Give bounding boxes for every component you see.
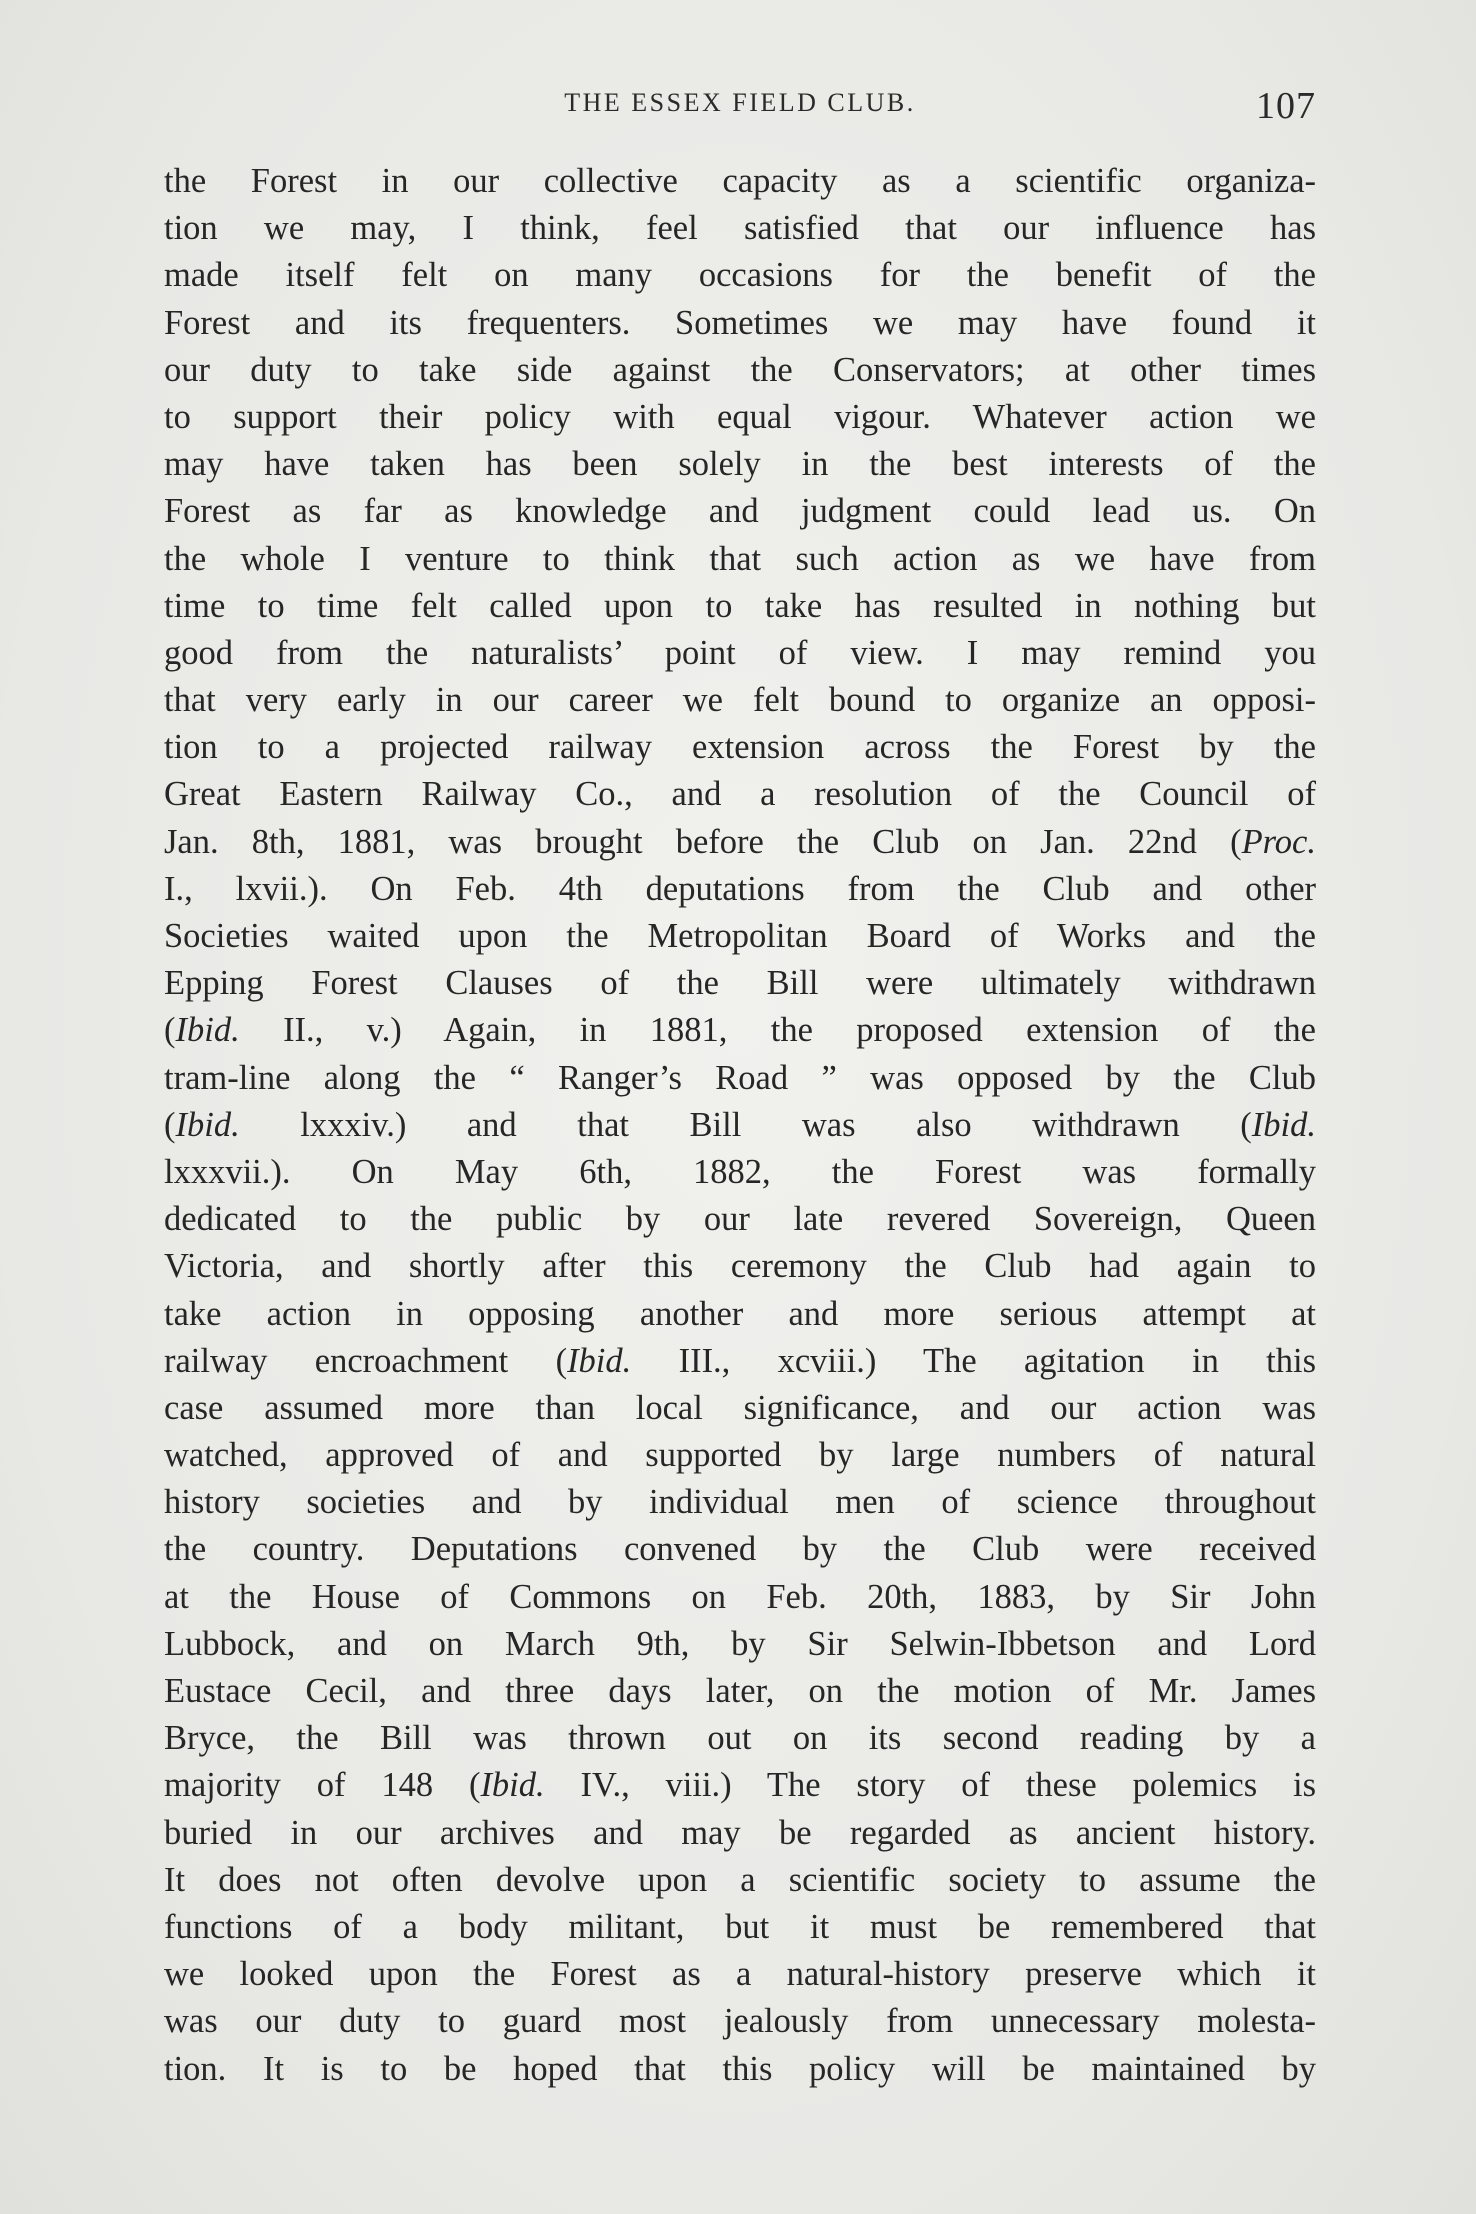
text-line (164, 1479, 1316, 1526)
text-line (164, 866, 1316, 913)
text-segment: tion. It is to be hoped that this policy will be maintained by (164, 2049, 1316, 2088)
italic-reference: Ibid. (175, 1105, 240, 1144)
text-line (164, 677, 1316, 724)
page-header (164, 84, 1316, 127)
text-segment: tion to a projected railway extension across the Forest by the (164, 728, 1316, 767)
text-segment: tram-line along the “ Ranger’s Road ” was opposed by the Club (164, 1058, 1316, 1097)
text-line (164, 1149, 1316, 1196)
text-segment: Lubbock, and on March 9th, by Sir Selwin-Ibbetson and Lord (164, 1624, 1316, 1663)
text-segment: good from the naturalists’ point of view. I may remind you (164, 633, 1316, 672)
text-segment: Forest and its frequenters. Sometimes we may have found it (164, 303, 1316, 342)
text-segment: majority of 148 ( (164, 1766, 481, 1805)
page-number: 107 (1256, 85, 1316, 127)
text-segment: to support their policy with equal vigour. Whatever action we (164, 397, 1316, 436)
text-segment: railway encroachment ( (164, 1341, 568, 1380)
italic-reference: Ibid. (1251, 1105, 1316, 1144)
running-head: THE ESSEX FIELD CLUB. (564, 88, 916, 117)
text-segment: the country. Deputations convened by the Club were received (164, 1530, 1316, 1569)
text-segment: lxxxiv.) and that Bill was also withdrawn ( (239, 1105, 1252, 1144)
text-line (164, 819, 1316, 866)
text-line (164, 1621, 1316, 1668)
text-line (164, 1291, 1316, 1338)
italic-reference: Ibid. (480, 1766, 545, 1805)
body-paragraph (164, 158, 1316, 2093)
text-segment: that very early in our career we felt bound to organize an opposi- (164, 681, 1316, 720)
text-line (164, 441, 1316, 488)
text-line (164, 1055, 1316, 1102)
text-line (164, 1715, 1316, 1762)
text-segment: Epping Forest Clauses of the Bill were ultimately withdrawn (164, 964, 1316, 1003)
text-line (164, 1951, 1316, 1998)
text-line (164, 583, 1316, 630)
text-segment: tion we may, I think, feel satisfied that our influence has (164, 209, 1316, 248)
text-line (164, 488, 1316, 535)
text-line (164, 158, 1316, 205)
text-segment: Societies waited upon the Metropolitan Board of Works and the (164, 917, 1316, 955)
text-line (164, 960, 1316, 1007)
text-line (164, 1857, 1316, 1904)
text-line (164, 1385, 1316, 1432)
text-line (164, 1432, 1316, 1479)
italic-reference: Proc. (1241, 822, 1316, 861)
text-segment: IV., viii.) The story of these polemics is (544, 1766, 1316, 1805)
text-line (164, 205, 1316, 252)
text-segment: at the House of Commons on Feb. 20th, 1883, by Sir John (164, 1577, 1316, 1616)
text-line (164, 1998, 1316, 2045)
text-segment: Great Eastern Railway Co., and a resolution of the Council of (164, 775, 1316, 814)
text-line (164, 1574, 1316, 1621)
text-segment: It does not often devolve upon a scientific society to assume the (164, 1860, 1316, 1899)
text-segment: was our duty to guard most jealously from unnecessary molesta- (164, 2002, 1316, 2041)
text-segment: Jan. 8th, 1881, was brought before the Club on Jan. 22nd ( (164, 822, 1242, 861)
text-segment: Victoria, and shortly after this ceremony the Club had again to (164, 1247, 1316, 1286)
text-segment: Eustace Cecil, and three days later, on the motion of Mr. James (164, 1672, 1316, 1710)
text-segment: made itself felt on many occasions for the benefit of the (164, 256, 1316, 295)
text-segment: watched, approved of and supported by large numbers of natural (164, 1436, 1316, 1475)
text-segment: ( (164, 1011, 176, 1050)
text-segment: may have taken has been solely in the best interests of the (164, 445, 1316, 484)
text-line (164, 1338, 1316, 1385)
text-segment: ( (164, 1105, 176, 1144)
text-segment: history societies and by individual men of science throughout (164, 1483, 1316, 1522)
text-line (164, 347, 1316, 394)
text-segment: II., v.) Again, in 1881, the proposed extension of the (239, 1011, 1316, 1050)
text-line (164, 536, 1316, 583)
text-line (164, 1762, 1316, 1809)
text-line (164, 1904, 1316, 1951)
text-segment: Forest as far as knowledge and judgment could lead us. On (164, 492, 1316, 531)
text-line (164, 1526, 1316, 1573)
text-segment: our duty to take side against the Conservators; at other times (164, 350, 1316, 389)
text-segment: lxxxvii.). On May 6th, 1882, the Forest was formally (164, 1152, 1316, 1191)
text-line (164, 2046, 1316, 2093)
text-line (164, 630, 1316, 677)
text-segment: functions of a body militant, but it must be remembered that (164, 1907, 1316, 1946)
text-line (164, 1668, 1316, 1715)
text-line (164, 394, 1316, 441)
text-line (164, 1243, 1316, 1290)
text-segment: we looked upon the Forest as a natural-history preserve which it (164, 1955, 1316, 1994)
text-line (164, 913, 1316, 960)
text-line (164, 1102, 1316, 1149)
text-segment: time to time felt called upon to take has resulted in nothing but (164, 586, 1316, 625)
text-segment: the whole I venture to think that such action as we have from (164, 539, 1316, 578)
text-segment: dedicated to the public by our late revered Sovereign, Queen (164, 1200, 1316, 1239)
text-segment: Bryce, the Bill was thrown out on its second reading by a (164, 1719, 1316, 1758)
italic-reference: Ibid. (175, 1011, 240, 1050)
text-line (164, 1196, 1316, 1243)
italic-reference: Ibid. (567, 1341, 632, 1380)
text-line (164, 771, 1316, 818)
text-segment: case assumed more than local significance, and our action was (164, 1388, 1316, 1427)
text-segment: the Forest in our collective capacity as a scientific organiza- (164, 162, 1316, 200)
text-segment: take action in opposing another and more serious attempt at (164, 1294, 1316, 1333)
text-line (164, 252, 1316, 299)
text-line (164, 300, 1316, 347)
text-line (164, 1007, 1316, 1054)
text-segment: I., lxvii.). On Feb. 4th deputations from the Club and other (164, 869, 1316, 908)
text-segment: III., xcviii.) The agitation in this (631, 1341, 1316, 1380)
text-segment: buried in our archives and may be regarded as ancient history. (164, 1813, 1316, 1852)
text-line (164, 1810, 1316, 1857)
text-line (164, 724, 1316, 771)
